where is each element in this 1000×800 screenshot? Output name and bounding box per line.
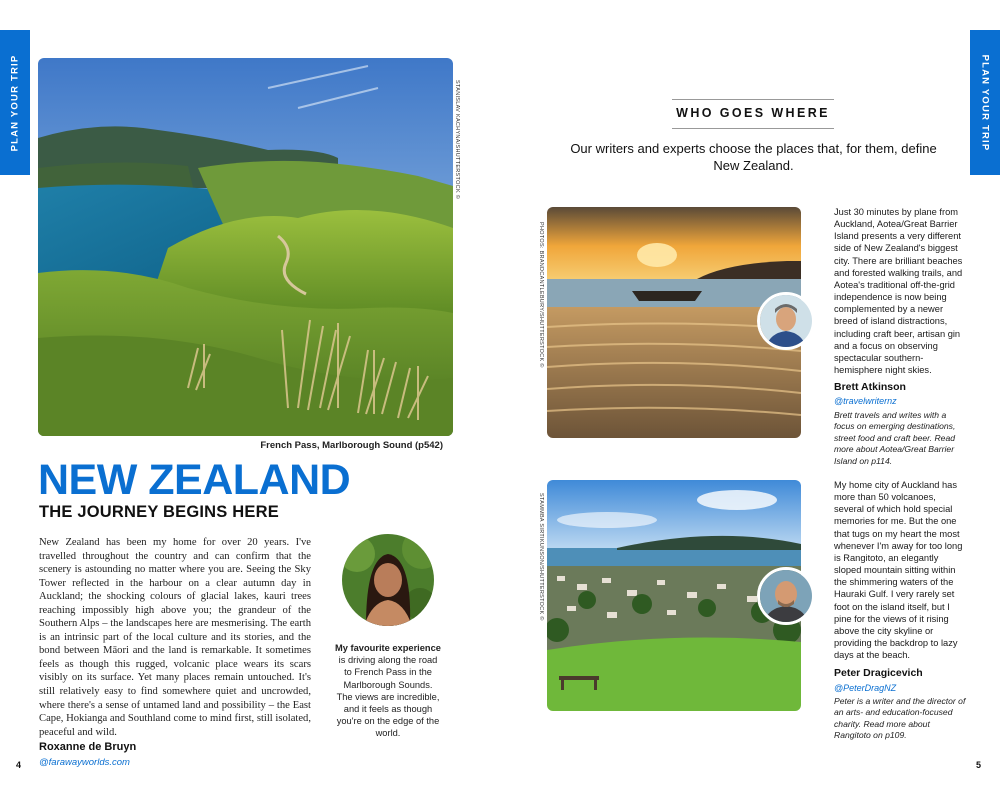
author-handle-link[interactable]: @farawayworlds.com [39,757,130,768]
author-portrait [342,534,434,626]
hero-caption: French Pass, Marlborough Sound (p542) [260,440,443,451]
writer-1-essay: Just 30 minutes by plane from Auckland, Aotea/Great Barrier Island presents a very different side of New Zealand's biggest city. There are brilliant beaches and forested walking trails, and Aotea's traditional off-the-grid independence is now being complemented by a newer breed of island distractions, including craft beer, artisan gin and a focus on observing spectacular southern-hemisphere night skies. [834,207,963,376]
writer-2-name: Peter Dragicevich [834,667,923,679]
hero-photo-credit: STANISLAV KACHYNA/SHUTTERSTOCK © [454,80,460,200]
section-heading: WHO GOES WHERE [676,106,830,120]
favourite-lead: My favourite experience [335,643,441,653]
writer-1-handle-link[interactable]: @travelwriternz [834,396,897,406]
section-intro: Our writers and experts choose the places that, for them, define New Zealand. [570,141,937,173]
section-tab-right-label: PLAN YOUR TRIP [979,54,991,151]
section-tab-left-label: PLAN YOUR TRIP [9,54,21,151]
section-tab-left[interactable] [0,30,30,175]
photo-credit-1: PHOTOS: BRANDCANTLEBURY/SHUTTERSTOCK © [538,222,544,368]
section-tab-right[interactable] [970,30,1000,175]
writer-1-bio: Brett travels and writes with a focus on emerging destinations, street food and craft beer. Read more about Aotea/Great Barrier Island on p114. [834,410,956,466]
photo-credit-2: STAMMBA SIRTIKUNSON/SHUTTERSTOCK © [538,493,544,621]
divider-top [672,99,834,100]
page-title: NEW ZEALAND [38,456,351,504]
divider-bottom [672,128,834,129]
writer-2-essay: My home city of Auckland has more than 50 volcanoes, several of which hold special memories for me. But the one that tugs on my heart the most whenever I'm away for too long is Rangitoto, an elegantly sloped mountain sitting within the shimmering waters of the Hauraki Gulf. I very rarely set foot on the island itself, but I pine for the views of it rising above the city skyline or providing the backdrop to lazy days at the beach. [834,480,963,661]
hero-photo [38,58,453,436]
writer-2-bio: Peter is a writer and the director of an arts- and education-focused charity. Read more about Rangitoto on p109. [834,696,966,741]
writer-2-handle-link[interactable]: @PeterDragNZ [834,683,897,693]
favourite-experience [335,642,441,740]
author-name: Roxanne de Bruyn [39,741,137,753]
page-number-left: 4 [16,760,22,770]
writer-1-name: Brett Atkinson [834,381,906,393]
brett-atkinson-avatar [757,292,815,350]
page-subtitle: THE JOURNEY BEGINS HERE [39,503,279,521]
favourite-text: is driving along the road to French Pass in the Marlborough Sounds. The views are incredible, and it feels as though you're on the edge of the world. [336,655,440,739]
intro-body: New Zealand has been my home for over 20 years. I've travelled throughout the country and can confirm that the scenery is astounding no matter where you are. Seeing the Sky Tower reflected in the harbour on a clear autumn day in Auckland; the shocking colours of glacial lakes, kauri trees reaching impossibly high above you; the grandeur of the Southern Alps – the landscapes here are mesmerising. The earth is an intrinsic part of the local culture and its stories, and the bond between Māori and the land is remarkable. It sometimes feels as though this rugged, volcanic place wears its scars visibly on its surface. Yet many places remain untouched. It's still relatively easy to find somewhere quiet and uncrowded, where there's a sense of untamed land and possibility – the East Cape, Hokianga and Southland come to mind first, still isolated, peaceful and wild. [39,537,311,738]
page-number-right: 5 [976,760,982,770]
peter-dragicevich-avatar [757,567,815,625]
